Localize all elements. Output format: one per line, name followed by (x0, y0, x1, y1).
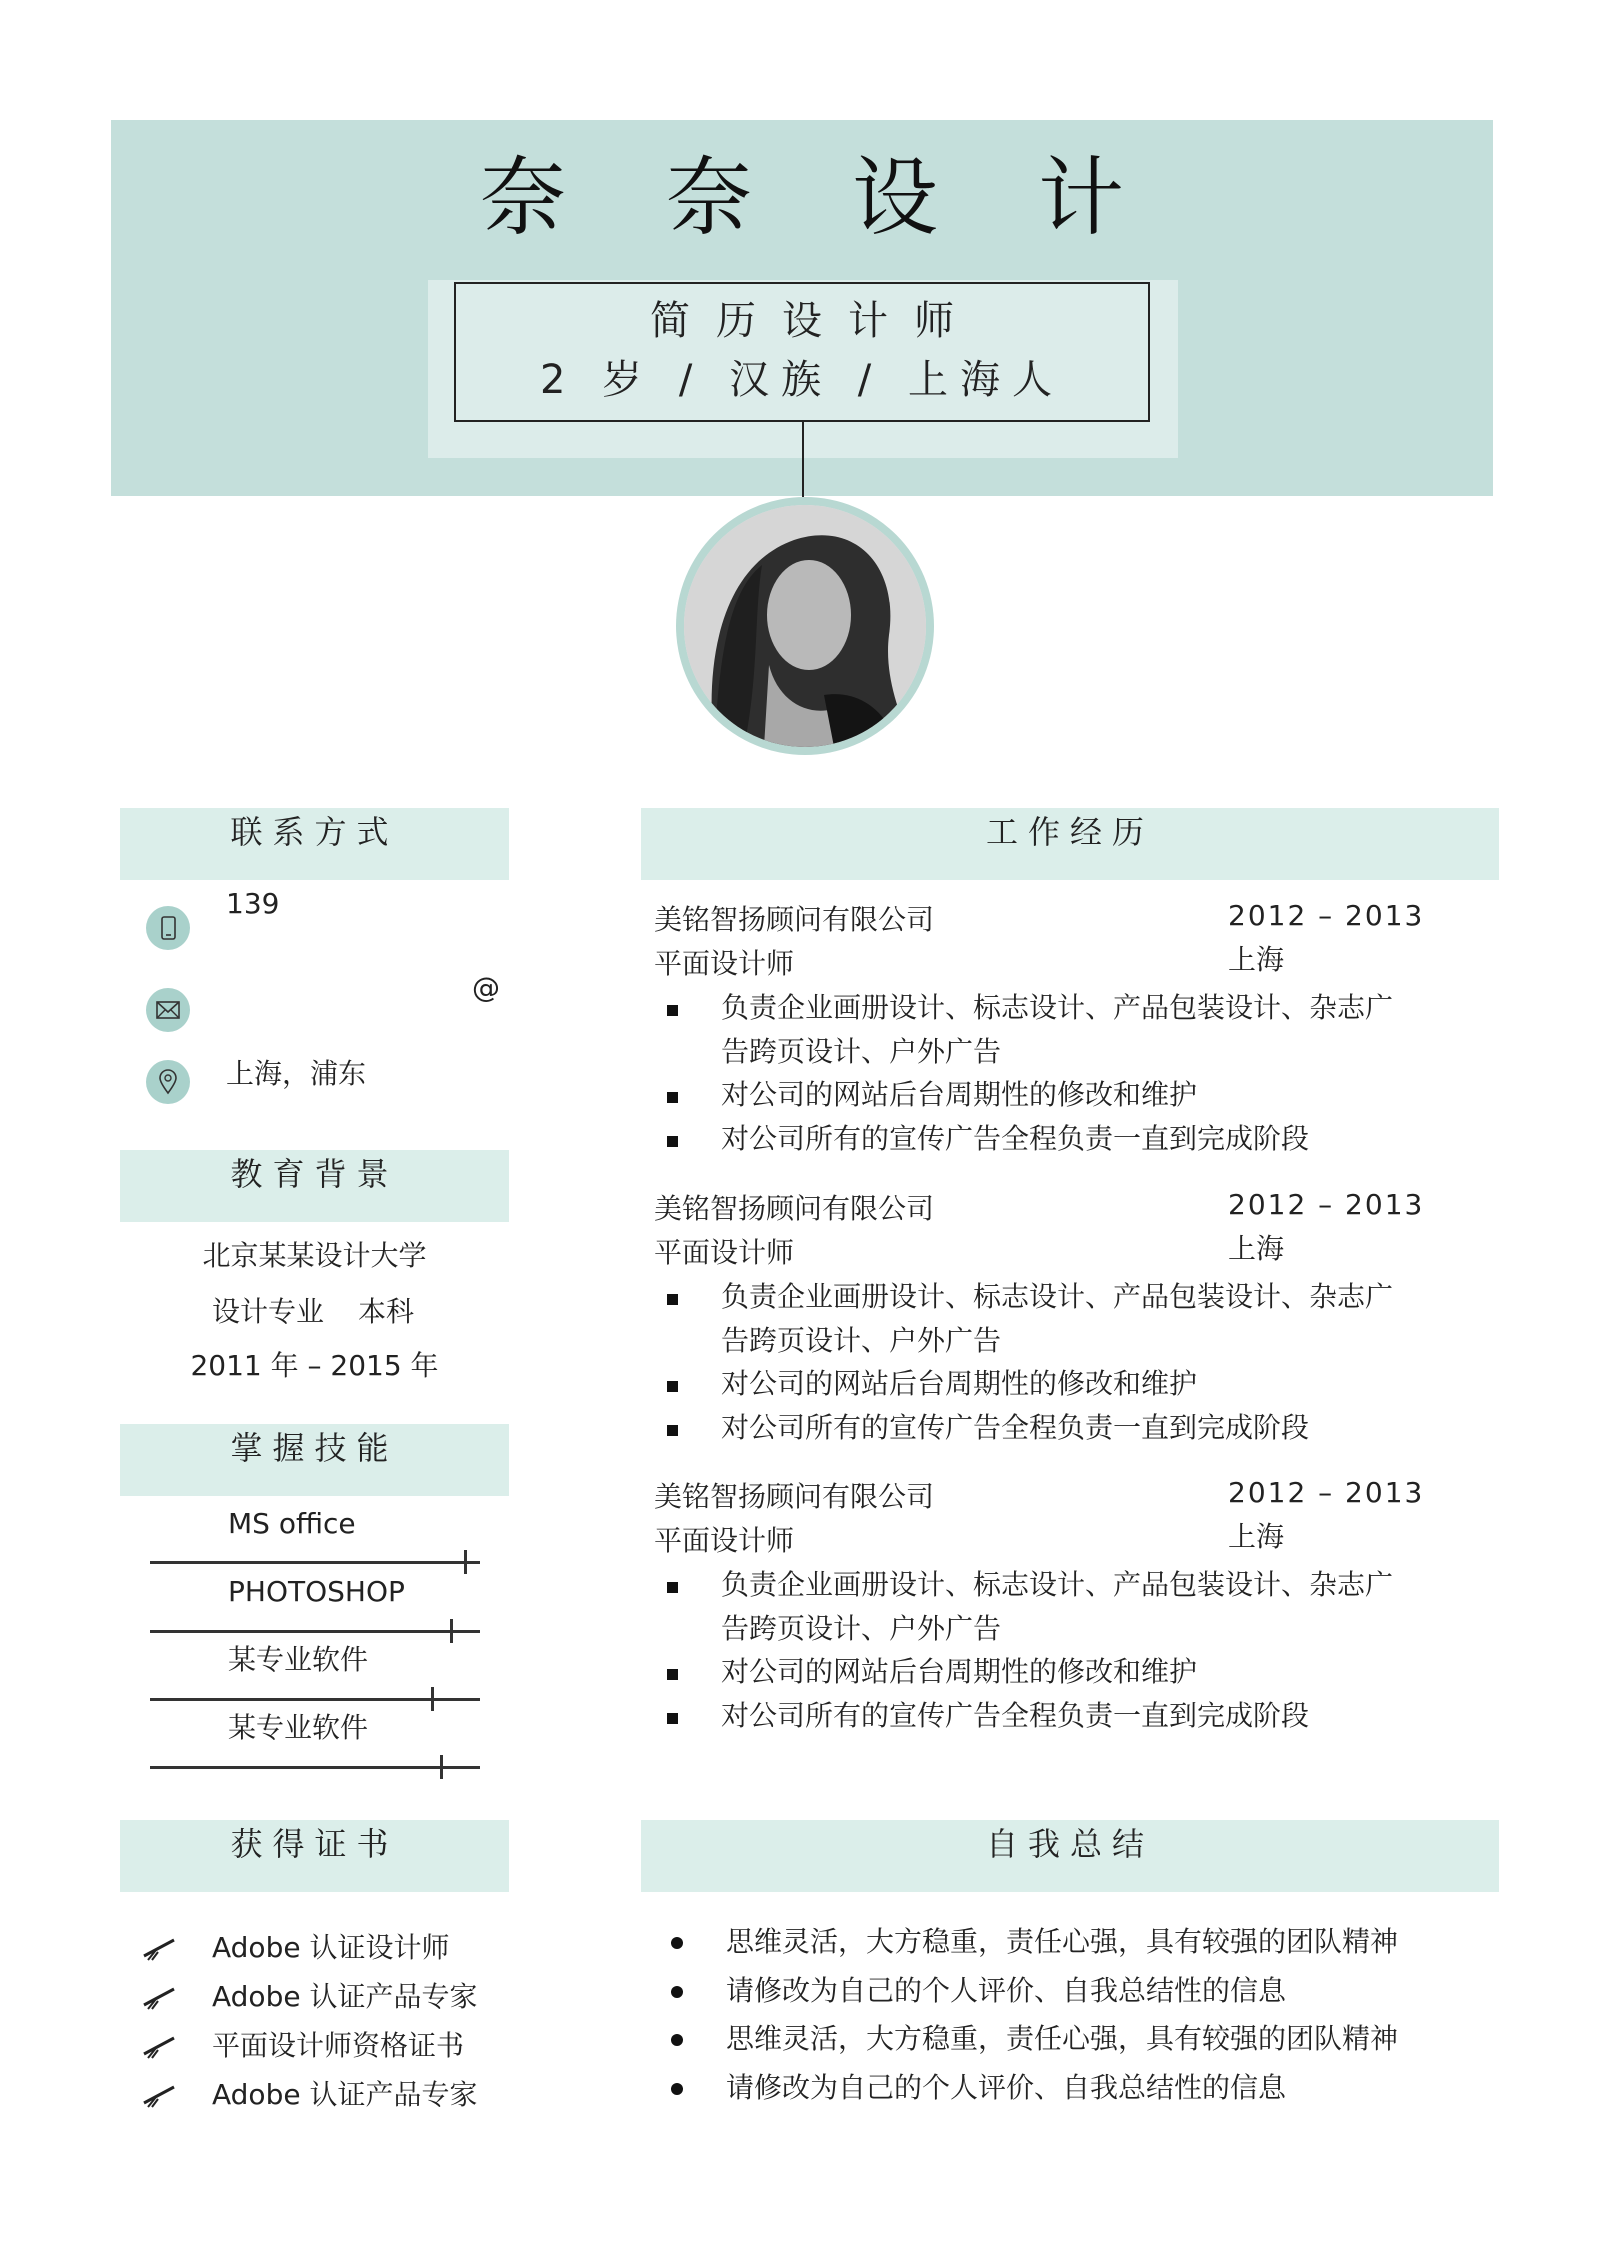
certificate-item: Adobe 认证产品专家 (212, 1980, 478, 2013)
job-duty: 对公司的网站后台周期性的修改和维护 (721, 1078, 1198, 1111)
profile-photo (684, 505, 926, 747)
summary-item: 思维灵活，大方稳重，责任心强，具有较强的团队精神 (726, 2022, 1399, 2055)
bullet (671, 1937, 683, 1949)
certificate-item: Adobe 认证设计师 (212, 1931, 450, 1964)
diploma-icon (140, 2030, 180, 2064)
job-role: 平面设计师 (654, 1236, 795, 1269)
job-duty: 告跨页设计、户外广告 (721, 1035, 1002, 1068)
job-role: 平面设计师 (654, 947, 795, 980)
skills-heading: 掌握技能 (120, 1424, 509, 1496)
job-role: 平面设计师 (654, 1524, 795, 1557)
job-period: 2012 – 2013 (1228, 899, 1425, 932)
contact-heading: 联系方式 (120, 808, 509, 880)
job-period: 2012 – 2013 (1228, 1476, 1425, 1509)
job-title: 简历设计师 (650, 298, 980, 344)
degree: 本科 (358, 1295, 415, 1328)
portrait-image (684, 505, 926, 747)
job-city: 上海 (1228, 1232, 1285, 1265)
diploma-icon (140, 1932, 180, 1966)
diploma-icon (140, 1981, 180, 2015)
skill-bar (150, 1561, 480, 1564)
bullet (671, 2034, 683, 2046)
company-name: 美铭智扬顾问有限公司 (654, 1192, 935, 1225)
location-pin-icon (146, 1060, 190, 1104)
connector-line (802, 422, 804, 497)
skill-level-marker (464, 1550, 467, 1574)
summary-item: 请修改为自己的个人评价、自我总结性的信息 (726, 1974, 1287, 2007)
bullet (667, 1381, 678, 1392)
job-duty: 告跨页设计、户外广告 (721, 1612, 1002, 1645)
summary-item: 请修改为自己的个人评价、自我总结性的信息 (726, 2071, 1287, 2104)
bullet (667, 1582, 678, 1593)
job-duty: 对公司的网站后台周期性的修改和维护 (721, 1367, 1198, 1400)
bullet (671, 1986, 683, 1998)
education-period: 2011 年 – 2015 年 (190, 1349, 439, 1382)
job-duty: 对公司所有的宣传广告全程负责一直到完成阶段 (721, 1122, 1310, 1155)
job-duty: 对公司所有的宣传广告全程负责一直到完成阶段 (721, 1699, 1310, 1732)
bullet (667, 1092, 678, 1103)
company-name: 美铭智扬顾问有限公司 (654, 1480, 935, 1513)
job-duty: 负责企业画册设计、标志设计、产品包装设计、杂志广 (721, 991, 1394, 1024)
school-name: 北京某某设计大学 (202, 1239, 427, 1272)
bullet (667, 1713, 678, 1724)
diploma-icon (140, 2079, 180, 2113)
work-heading: 工作经历 (641, 808, 1499, 880)
skill-label: PHOTOSHOP (228, 1575, 405, 1608)
skill-bar (150, 1630, 480, 1633)
job-period: 2012 – 2013 (1228, 1188, 1425, 1221)
summary-heading: 自我总结 (641, 1820, 1499, 1892)
skill-label: 某专业软件 (228, 1643, 369, 1676)
bullet (671, 2083, 683, 2095)
certificate-item: Adobe 认证产品专家 (212, 2078, 478, 2111)
education-heading: 教育背景 (120, 1150, 509, 1222)
skill-level-marker (431, 1687, 434, 1711)
major: 设计专业 (212, 1295, 325, 1328)
bullet (667, 1136, 678, 1147)
bullet (667, 1294, 678, 1305)
personal-info: 2 岁 / 汉族 / 上海人 (540, 357, 1064, 403)
bullet (667, 1005, 678, 1016)
certificate-item: 平面设计师资格证书 (212, 2029, 465, 2062)
summary-item: 思维灵活，大方稳重，责任心强，具有较强的团队精神 (726, 1925, 1399, 1958)
job-duty: 告跨页设计、户外广告 (721, 1324, 1002, 1357)
bullet (667, 1669, 678, 1680)
job-city: 上海 (1228, 1520, 1285, 1553)
skill-bar (150, 1766, 480, 1769)
job-duty: 负责企业画册设计、标志设计、产品包装设计、杂志广 (721, 1568, 1394, 1601)
bullet (667, 1425, 678, 1436)
job-city: 上海 (1228, 943, 1285, 976)
resume-name: 奈奈设计 (480, 148, 1224, 248)
certificates-heading: 获得证书 (120, 1820, 509, 1892)
skill-level-marker (450, 1619, 453, 1643)
job-duty: 对公司的网站后台周期性的修改和维护 (721, 1655, 1198, 1688)
skill-level-marker (440, 1755, 443, 1779)
phone-icon (146, 906, 190, 950)
email-address: @ (472, 971, 500, 1004)
mail-icon (146, 988, 190, 1032)
company-name: 美铭智扬顾问有限公司 (654, 903, 935, 936)
location-text: 上海，浦东 (226, 1057, 367, 1090)
job-duty: 对公司所有的宣传广告全程负责一直到完成阶段 (721, 1411, 1310, 1444)
skill-label: MS office (228, 1507, 356, 1540)
job-duty: 负责企业画册设计、标志设计、产品包装设计、杂志广 (721, 1280, 1394, 1313)
skill-label: 某专业软件 (228, 1711, 369, 1744)
phone-number: 139 (226, 887, 280, 920)
